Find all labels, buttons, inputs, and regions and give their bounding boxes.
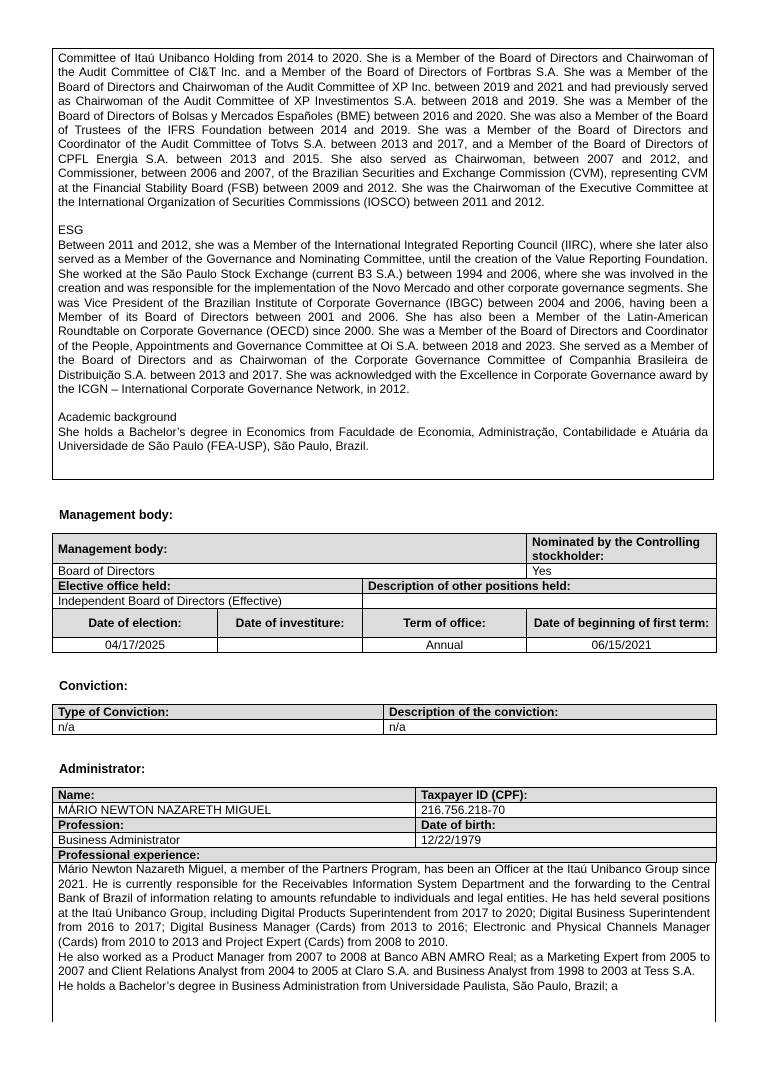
conviction-description-header: Description of the conviction: bbox=[384, 705, 717, 720]
administrator-table bbox=[52, 787, 717, 863]
table-row bbox=[53, 534, 717, 564]
table-row bbox=[53, 579, 717, 594]
first-term-header: Date of beginning of first term: bbox=[527, 609, 717, 638]
academic-heading: Academic background bbox=[58, 410, 177, 425]
conviction-description-value: n/a bbox=[384, 720, 717, 735]
paragraph-gap bbox=[58, 396, 708, 410]
conviction-type-header: Type of Conviction: bbox=[53, 705, 384, 720]
esg-paragraph: Between 2011 and 2012, she was a Member of the International Integrated Reporting Council (IIRC), where she later also served as a Member of the Governance and Nominating Committee, until the creation of the Value Reporting Foundation. She worked at the São Paulo Stock Exchange (current B3 S.A.) between 1994 and 2006, where she was involved in the creation and was responsible for the implementation of the Novo Mercado and other corporate governance segments. She was Vice President of the Brazilian Institute of Corporate Governance (IBGC) between 2004 and 2006, having been a Member of its Board of Directors between 2001 and 2006. She has also been a Member of the Latin-American Roundtable on Corporate Governance (OECD) since 2000. She was a Member of the Board of Directors and Coordinator of the People, Appointments and Governance Committee at Oi S.A. between 2018 and 2023. She served as a Member of the Board of Directors and as Chairwoman of the Corporate Governance Committee of Companhia Brasileira de Distribuição S.A. between 2013 and 2017. She was acknowledged with the Excellence in Corporate Governance award by the ICGN – International Corporate Governance Network, in 2012. bbox=[58, 237, 708, 396]
table-row bbox=[53, 638, 717, 653]
table-row bbox=[53, 788, 717, 803]
conviction-type-value: n/a bbox=[53, 720, 384, 735]
cpf-header: Taxpayer ID (CPF): bbox=[416, 788, 717, 803]
table-row bbox=[53, 609, 717, 638]
administrator-section-title: Administrator: bbox=[59, 762, 146, 776]
term-value: Annual bbox=[363, 638, 527, 653]
experience-paragraph: Mário Newton Nazareth Miguel, a member of the Partners Program, has been an Officer at the Itaú Unibanco Group since 2021. He is currently responsible for the Receivables Information System Department and the forwarding to the Central Bank of Brazil of information relating to amounts refundable to individuals and legal entities. He has held several positions at the Itaú Unibanco Group, including Digital Products Superintendent from 2017 to 2020; Digital Business Superintendent from 2016 to 2017; Digital Business Manager (Cards) from 2013 to 2016; Electronic and Physical Channels Manager (Cards) from 2010 to 2013 and Project Expert (Cards) from 2008 to 2010. bbox=[58, 862, 710, 949]
conviction-section-title: Conviction: bbox=[59, 679, 128, 693]
election-date-header: Date of election: bbox=[53, 609, 218, 638]
paragraph-gap bbox=[58, 209, 708, 223]
election-date-value: 04/17/2025 bbox=[53, 638, 218, 653]
management-body-value: Board of Directors bbox=[53, 564, 527, 579]
other-positions-value bbox=[363, 594, 717, 609]
table-row bbox=[53, 594, 717, 609]
table-row bbox=[53, 803, 717, 818]
conviction-table bbox=[52, 704, 717, 735]
profession-value: Business Administrator bbox=[53, 833, 416, 848]
table-row bbox=[53, 564, 717, 579]
investiture-date-header: Date of investiture: bbox=[218, 609, 363, 638]
management-table bbox=[52, 533, 717, 653]
professional-experience-header: Professional experience: bbox=[53, 848, 717, 863]
table-row bbox=[53, 720, 717, 735]
first-term-value: 06/15/2021 bbox=[527, 638, 717, 653]
nominated-header: Nominated by the Controlling stockholder: bbox=[527, 534, 717, 564]
profession-header: Profession: bbox=[53, 818, 416, 833]
cpf-value: 216.756.218-70 bbox=[416, 803, 717, 818]
table-row bbox=[53, 833, 717, 848]
other-positions-header: Description of other positions held: bbox=[363, 579, 717, 594]
elective-office-header: Elective office held: bbox=[53, 579, 363, 594]
nominated-value: Yes bbox=[527, 564, 717, 579]
biography-box bbox=[52, 48, 714, 480]
bio-paragraph: Committee of Itaú Unibanco Holding from 2014 to 2020. She is a Member of the Board of Directors and Chairwoman of the Audit Committee of CI&T Inc. and a Member of the Board of Directors of Fortbras S.A. She was a Member of the Board of Directors and Chairwoman of the Audit Committee of XP Inc. between 2019 and 2021 and had previously served as Chairwoman of the Audit Committee of XP Investimentos S.A. between 2018 and 2019. She was a Member of the Board of Directors of Bolsas y Mercados Españoles (BME) between 2016 and 2020. She was also a Member of the Board of Trustees of the IFRS Foundation between 2014 and 2019. She was a Member of the Board of Directors and Coordinator of the Audit Committee of Totvs S.A. between 2013 and 2017, and a Member of the Board of Directors of CPFL Energia S.A. between 2013 and 2015. She also served as Chairwoman, between 2007 and 2012, and Commissioner, between 2006 and 2007, of the Brazilian Securities and Exchange Commission (CVM), representing CVM at the Financial Stability Board (FSB) between 2009 and 2012. She was the Chairwoman of the Executive Committee at the International Organization of Securities Commissions (IOSCO) between 2011 and 2012. bbox=[58, 51, 708, 210]
table-row bbox=[53, 848, 717, 863]
investiture-date-value bbox=[218, 638, 363, 653]
name-header: Name: bbox=[53, 788, 416, 803]
birth-date-value: 12/22/1979 bbox=[416, 833, 717, 848]
table-row bbox=[53, 818, 717, 833]
academic-paragraph: She holds a Bachelor’s degree in Economics from Faculdade de Economia, Administração, Contabilidade e Atuária da Universidade de São Paulo (FEA-USP), São Paulo, Brazil. bbox=[58, 424, 708, 454]
experience-paragraph: He holds a Bachelor’s degree in Business Administration from Universidade Paulista, São Paulo, Brazil; a bbox=[58, 978, 618, 993]
professional-experience-text bbox=[52, 862, 716, 1022]
elective-office-value: Independent Board of Directors (Effective) bbox=[53, 594, 363, 609]
name-value: MÁRIO NEWTON NAZARETH MIGUEL bbox=[53, 803, 416, 818]
experience-paragraph: He also worked as a Product Manager from 2007 to 2008 at Banco ABN AMRO Real; as a Marketing Expert from 2005 to 2007 and Client Relations Analyst from 2004 to 2005 at Claro S.A. and Business Analyst from 1998 to 2003 at Tess S.A. bbox=[58, 949, 710, 979]
management-section-title: Management body: bbox=[59, 508, 173, 522]
birth-date-header: Date of birth: bbox=[416, 818, 717, 833]
esg-heading: ESG bbox=[58, 223, 84, 238]
management-body-header: Management body: bbox=[53, 534, 527, 564]
term-header: Term of office: bbox=[363, 609, 527, 638]
table-row bbox=[53, 705, 717, 720]
